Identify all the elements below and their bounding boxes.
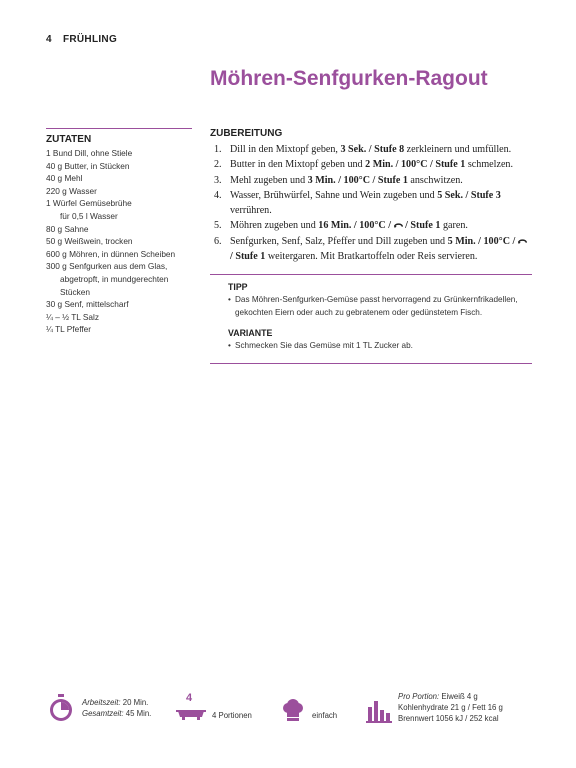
clock-icon <box>48 694 74 722</box>
step-text-part: schmelzen. <box>465 159 513 171</box>
ingredient-item-continued: für 0,5 l Wasser <box>60 210 118 221</box>
step-setting: / Stufe 1 <box>402 220 441 232</box>
ingredients-list <box>46 147 192 336</box>
step-setting: 2 Min. / 100°C / Stufe 1 <box>365 159 466 171</box>
preparation-section <box>210 128 532 364</box>
tip-text-content: Das Möhren-Senfgurken-Gemüse passt hervorragend zu Grünkernfrikadellen, gekochten Eiern oder auch zu gebratenem oder gedünstetem Fisch. <box>235 295 518 317</box>
step-text-part: Mehl zugeben und <box>230 174 308 186</box>
nutrition-line-3: Brennwert 1056 kJ / 252 kcal <box>398 714 499 723</box>
step-setting: 16 Min. / 100°C / <box>318 220 394 232</box>
step-item <box>210 157 532 172</box>
step-text-part: Wasser, Brühwürfel, Sahne und Wein zugeben und <box>230 189 438 201</box>
step-setting: 5 Sek. / Stufe 3 <box>437 189 501 201</box>
step-setting: 3 Sek. / Stufe 8 <box>340 144 405 155</box>
section-name: FRÜHLING <box>62 34 118 45</box>
step-text-part: Möhren zugeben und <box>230 220 319 232</box>
total-time-value: 45 Min. <box>125 709 152 718</box>
step-text-part: Dill in den Mixtopf geben, <box>230 144 341 155</box>
tips-box <box>210 274 532 363</box>
step-number: 4. <box>214 189 222 201</box>
step-number: 3. <box>214 174 222 186</box>
ingredients-section <box>46 128 192 336</box>
variant-text-content: Schmecken Sie das Gemüse mit 1 TL Zucker ab. <box>235 341 413 351</box>
step-setting: 5 Min. / 100°C / <box>447 235 518 247</box>
step-text-part: anschwitzen. <box>407 174 463 186</box>
step-text-part: weitergaren. Mit Bratkartoffeln oder Reis servieren. <box>265 251 478 263</box>
ingredient-item: 30 g Senf, mittelscharf <box>46 299 129 310</box>
step-text-part: verrühren. <box>230 205 272 217</box>
work-time-label: Arbeitszeit: <box>82 698 121 707</box>
nutrition-line-1 <box>398 692 478 703</box>
reverse-rotation-icon <box>394 222 403 229</box>
ingredient-item: 600 g Möhren, in dünnen Scheiben <box>46 248 176 259</box>
step-text <box>230 218 532 233</box>
step-number: 5. <box>214 220 222 232</box>
per-portion-label: Pro Portion: <box>398 692 440 701</box>
page-number: 4 <box>46 34 52 45</box>
ingredient-item: 1 Würfel Gemüsebrühe <box>46 198 132 209</box>
bullet: • <box>228 295 231 305</box>
ingredient-item: 220 g Wasser <box>46 185 97 196</box>
step-setting: / Stufe 1 <box>230 251 266 263</box>
ingredient-item-continued: abgetropft, in mundgerechten <box>60 273 169 284</box>
reverse-rotation-icon <box>518 238 527 245</box>
portions-number: 4 <box>186 692 193 704</box>
step-number: 2. <box>214 159 222 171</box>
step-item <box>210 218 532 233</box>
protein-value: Eiweiß 4 g <box>441 692 478 701</box>
preparation-heading: ZUBEREITUNG <box>210 128 283 139</box>
tip-text <box>228 294 532 319</box>
step-text-part: Butter in den Mixtopf geben und <box>230 159 366 171</box>
ingredients-heading: ZUTATEN <box>46 134 92 145</box>
portions-label: 4 Portionen <box>212 711 252 720</box>
difficulty: einfach <box>312 711 338 720</box>
recipe-title: Möhren-Senfgurken-Ragout <box>210 67 488 90</box>
step-item <box>210 173 532 188</box>
total-time-label: Gesamtzeit: <box>82 709 124 718</box>
page-header <box>46 34 117 45</box>
ingredient-item: ¼ – ½ TL Salz <box>46 311 100 322</box>
portions-icon <box>176 707 206 721</box>
step-text <box>230 234 532 265</box>
step-text <box>230 157 532 172</box>
ingredient-item: 300 g Senfgurken aus dem Glas, <box>46 261 168 272</box>
bullet: • <box>228 341 231 351</box>
step-text-part: garen. <box>440 220 468 232</box>
step-item <box>210 142 532 157</box>
ingredient-item: 40 g Butter, in Stücken <box>46 160 130 171</box>
step-text-part: Senfgurken, Senf, Salz, Pfeffer und Dill zugeben und <box>230 235 448 247</box>
step-setting: 3 Min. / 100°C / Stufe 1 <box>307 174 408 186</box>
step-text <box>230 142 532 157</box>
work-time <box>82 698 148 709</box>
ingredient-item: 1 Bund Dill, ohne Stiele <box>46 148 133 158</box>
ingredient-item-continued: Stücken <box>60 286 90 297</box>
step-number: 1. <box>214 144 222 155</box>
variant-heading: VARIANTE <box>228 328 273 339</box>
ingredient-item: 40 g Mehl <box>46 173 83 184</box>
chef-hat-icon <box>282 699 304 721</box>
step-number: 6. <box>214 235 222 247</box>
variant-text <box>228 340 532 352</box>
step-item <box>210 188 532 219</box>
ingredient-item: ¼ TL Pfeffer <box>46 324 92 335</box>
preparation-steps <box>210 142 532 264</box>
ingredient-item: 50 g Weißwein, trocken <box>46 236 133 247</box>
work-time-value: 20 Min. <box>122 698 149 707</box>
tip-heading: TIPP <box>228 282 248 293</box>
step-item <box>210 234 532 265</box>
nutrition-bars-icon <box>366 699 392 723</box>
step-text <box>230 173 532 188</box>
total-time <box>82 709 151 720</box>
step-text <box>230 188 532 219</box>
step-text-part: zerkleinern und umfüllen. <box>404 144 512 155</box>
recipe-footer <box>46 691 536 731</box>
ingredients-top-rule <box>46 128 192 129</box>
nutrition-line-2: Kohlenhydrate 21 g / Fett 16 g <box>398 703 503 712</box>
ingredient-item: 80 g Sahne <box>46 223 89 234</box>
